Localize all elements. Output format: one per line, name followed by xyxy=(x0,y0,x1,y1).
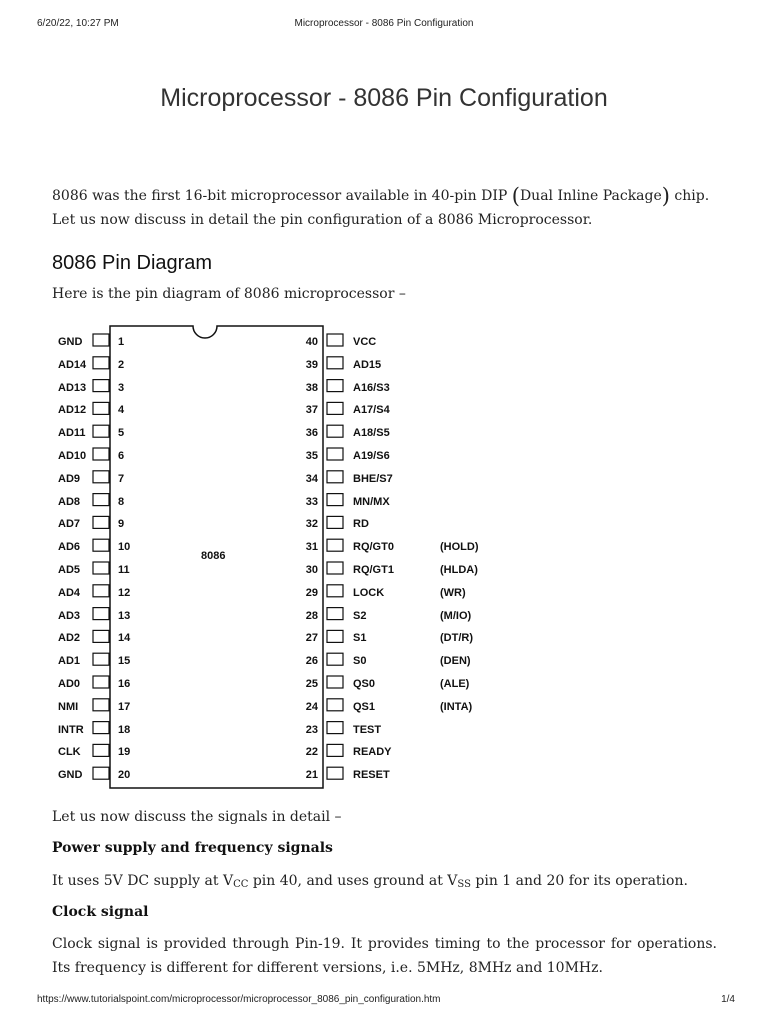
pin-row-right xyxy=(48,492,498,514)
pin-number: 40 xyxy=(305,336,318,348)
pin-name: AD6 xyxy=(58,541,81,554)
pin-number: 3 xyxy=(118,381,125,394)
pin-number: 31 xyxy=(305,541,318,554)
signals-intro: Let us now discuss the signals in detail – xyxy=(52,809,342,825)
print-footer xyxy=(0,994,768,1008)
pin-number: 33 xyxy=(305,495,318,508)
page-url: https://www.tutorialspoint.com/microprocessor/microprocessor_8086_pin_configuration.htm xyxy=(37,994,441,1005)
pin-number: 27 xyxy=(305,632,318,645)
pin-name: AD1 xyxy=(58,655,81,668)
pin-name: AD14 xyxy=(58,358,87,371)
pin-number: 14 xyxy=(118,632,131,645)
open-paren: ( xyxy=(511,184,520,208)
page-indicator: 1/4 xyxy=(721,994,735,1005)
pin-name: AD11 xyxy=(58,427,86,440)
pin-name: A19/S6 xyxy=(353,450,390,462)
vss-subscript: SS xyxy=(457,879,471,890)
pin-row-right xyxy=(48,378,498,400)
pin-number: 29 xyxy=(305,586,318,599)
chip-label: 8086 xyxy=(201,550,226,562)
pin-name: AD8 xyxy=(58,495,81,508)
pin-number: 8 xyxy=(118,495,125,508)
pin-number: 19 xyxy=(118,746,131,759)
power-text-3: pin 1 and 20 for its operation. xyxy=(470,873,688,889)
pin-number: 10 xyxy=(118,541,131,554)
pin-name: A17/S4 xyxy=(353,404,390,417)
pin-row-right xyxy=(48,560,498,582)
pin-row-right xyxy=(48,606,498,628)
diagram-intro: Here is the pin diagram of 8086 microprocessor – xyxy=(52,286,406,302)
pin-name: QS0 xyxy=(353,678,376,690)
pin-number: 2 xyxy=(118,358,125,371)
power-supply-heading: Power supply and frequency signals xyxy=(52,840,333,856)
pin-row-right xyxy=(48,697,498,719)
pin-number: 12 xyxy=(118,586,131,599)
pin-name: VCC xyxy=(353,336,377,348)
pin-row-right xyxy=(48,765,498,787)
clock-signal-text: Clock signal is provided through Pin-19. It provides timing to the processor for operations. Its frequency is different for different versions, i.e. 5MHz, 8MHz and 10MHz. xyxy=(52,936,717,976)
pin-row-right xyxy=(48,628,498,650)
clock-signal-heading: Clock signal xyxy=(52,904,149,920)
pin-number: 16 xyxy=(118,678,131,690)
pin-name: RQ/GT1 xyxy=(353,564,394,576)
pin-number: 28 xyxy=(305,609,318,622)
pin-name: AD10 xyxy=(58,450,87,462)
pin-row-right xyxy=(48,537,498,559)
pin-number: 24 xyxy=(305,700,318,713)
print-page-title: Microprocessor - 8086 Pin Configuration xyxy=(294,18,474,29)
pin-row-right xyxy=(48,423,498,445)
pin-name: AD15 xyxy=(353,358,382,371)
pin-row-right xyxy=(48,674,498,696)
pin-name: S2 xyxy=(353,609,367,622)
pin-number: 38 xyxy=(305,381,318,394)
pin-name: AD0 xyxy=(58,678,81,690)
pin-number: 36 xyxy=(305,427,318,440)
pin-name: GND xyxy=(58,769,83,782)
pin-name: A16/S3 xyxy=(353,381,390,394)
pin-number: 26 xyxy=(305,655,318,668)
pin-name: AD13 xyxy=(58,381,87,394)
pin-number: 20 xyxy=(118,769,131,782)
pin-name: AD4 xyxy=(58,586,81,599)
pin-row-right xyxy=(48,446,498,468)
close-paren: ) xyxy=(661,184,670,208)
pin-row-right xyxy=(48,720,498,742)
pin-number: 39 xyxy=(305,358,318,371)
pin-number: 21 xyxy=(305,769,318,782)
pin-diagram-heading: 8086 Pin Diagram xyxy=(52,252,213,274)
pin-row-right xyxy=(48,355,498,377)
pin-number: 7 xyxy=(118,472,125,485)
pin-number: 23 xyxy=(305,723,318,736)
pin-number: 5 xyxy=(118,427,125,440)
pin-number: 30 xyxy=(305,564,318,576)
pin-number: 22 xyxy=(305,746,318,759)
pin-number: 32 xyxy=(305,518,318,531)
power-supply-text xyxy=(52,869,717,897)
pin-row-right xyxy=(48,742,498,764)
pin-number: 35 xyxy=(305,450,318,462)
pin-number: 37 xyxy=(305,404,318,417)
pin-alt-function: (ALE) xyxy=(440,678,470,690)
pin-number: 11 xyxy=(118,564,130,576)
pin-number: 6 xyxy=(118,450,125,462)
pin-number: 9 xyxy=(118,518,125,531)
pin-alt-function: (DEN) xyxy=(440,655,471,668)
intro-text-1: 8086 was the first 16-bit microprocessor available in 40-pin DIP xyxy=(52,188,512,204)
pin-number: 13 xyxy=(118,609,131,622)
pin-name: NMI xyxy=(58,700,79,713)
pin-name: RESET xyxy=(353,769,390,782)
pin-name: AD12 xyxy=(58,404,87,417)
pin-row-right xyxy=(48,400,498,422)
pin-number: 1 xyxy=(118,336,125,348)
pin-name: MN/MX xyxy=(353,495,390,508)
intro-paragraph xyxy=(52,184,717,232)
pin-name: RD xyxy=(353,518,369,531)
pin-name: A18/S5 xyxy=(353,427,390,440)
vcc-subscript: CC xyxy=(233,879,249,890)
pin-alt-function: (DT/R) xyxy=(440,632,473,645)
pin-name: S1 xyxy=(353,632,367,645)
pin-name: AD9 xyxy=(58,472,81,485)
pin-name: LOCK xyxy=(353,586,385,599)
pin-name: BHE/S7 xyxy=(353,472,393,485)
pin-name: S0 xyxy=(353,655,367,668)
pin-number: 25 xyxy=(305,678,318,690)
pin-name: GND xyxy=(58,336,83,348)
pin-row-right xyxy=(48,332,498,354)
pin-alt-function: (HLDA) xyxy=(440,564,478,576)
pin-row-right xyxy=(48,469,498,491)
pin-number: 34 xyxy=(305,472,318,485)
power-text-2: pin 40, and uses ground at V xyxy=(248,873,458,889)
print-datetime: 6/20/22, 10:27 PM xyxy=(37,18,119,29)
pin-name: AD5 xyxy=(58,564,81,576)
pin-name: QS1 xyxy=(353,700,376,713)
pin-number: 17 xyxy=(118,700,131,713)
pin-diagram xyxy=(48,318,498,793)
article-title: Microprocessor - 8086 Pin Configuration xyxy=(160,84,608,112)
intro-text-2: chip. Let us now discuss in detail the pin configuration of a 8086 Microprocessor. xyxy=(52,188,710,228)
pin-row-right xyxy=(48,583,498,605)
pin-name: CLK xyxy=(58,746,81,759)
pin-name: READY xyxy=(353,746,392,759)
intro-paren-text: Dual Inline Package xyxy=(519,188,662,204)
pin-alt-function: (INTA) xyxy=(440,700,473,713)
pin-number: 4 xyxy=(118,404,125,417)
pin-alt-function: (M/IO) xyxy=(440,609,472,622)
pin-name: RQ/GT0 xyxy=(353,541,394,554)
pin-name: INTR xyxy=(58,723,84,736)
print-header xyxy=(0,18,768,32)
pin-alt-function: (WR) xyxy=(440,586,466,599)
pin-alt-function: (HOLD) xyxy=(440,541,479,554)
power-text-1: It uses 5V DC supply at V xyxy=(52,873,234,889)
pin-name: AD2 xyxy=(58,632,81,645)
pin-number: 15 xyxy=(118,655,131,668)
pin-number: 18 xyxy=(118,723,131,736)
pin-name: AD3 xyxy=(58,609,81,622)
pin-name: AD7 xyxy=(58,518,81,531)
pin-row-right xyxy=(48,651,498,673)
pin-row-right xyxy=(48,514,498,536)
pin-name: TEST xyxy=(353,723,382,736)
